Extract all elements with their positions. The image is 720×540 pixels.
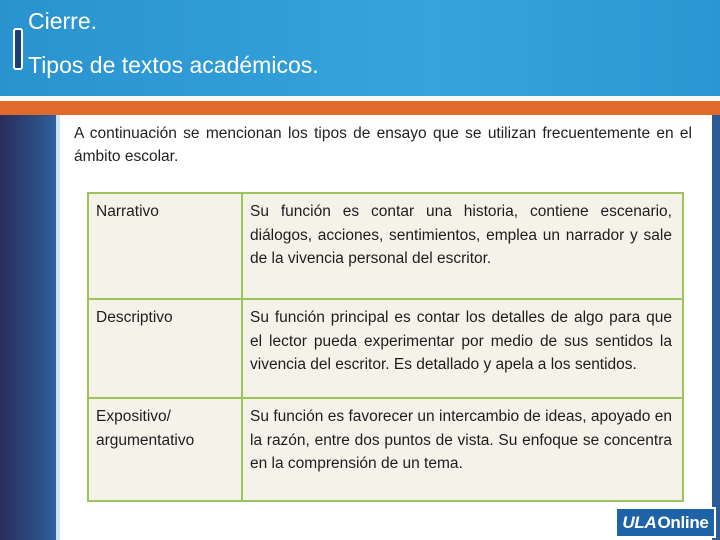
header-background: [0, 0, 720, 96]
essay-type-cell: Narrativo: [88, 193, 242, 299]
slide-title-line-1: Cierre.: [28, 8, 98, 34]
left-side-band-edge: [56, 115, 60, 540]
right-side-band: [712, 115, 720, 540]
essay-description-cell: Su función es contar una historia, contiene escenario, diálogos, acciones, sentimientos, emplea un narrador y sale de la vivencia personal del escritor.: [242, 193, 683, 299]
essay-types-table: [87, 192, 684, 502]
essay-type-cell: Descriptivo: [88, 299, 242, 398]
slide-title-line-2: Tipos de textos académicos.: [28, 52, 319, 78]
table-row: [88, 398, 683, 501]
orange-divider-bar: [0, 101, 720, 115]
essay-type-cell: Expositivo/ argumentativo: [88, 398, 242, 501]
slide-header: [0, 0, 720, 96]
intro-paragraph: A continuación se mencionan los tipos de ensayo que se utilizan frecuentemente en el ámbito escolar.: [74, 125, 692, 165]
essay-description-cell: Su función principal es contar los detalles de algo para que el lector pueda experimentar por medio de sus sentidos la vivencia del escritor. Es detallado y apela a los sentidos.: [242, 299, 683, 398]
left-side-band: [0, 115, 56, 540]
essay-description-cell: Su función es favorecer un intercambio de ideas, apoyado en la razón, entre dos puntos de vista. Su enfoque se concentra en la comprensión de un tema.: [242, 398, 683, 501]
table-row: [88, 193, 683, 299]
logo-suffix-text: Online: [657, 512, 709, 532]
ula-online-logo: [615, 507, 716, 538]
logo-brand-text: ULA: [622, 512, 657, 532]
header-bracket-icon: [13, 28, 23, 70]
table-row: [88, 299, 683, 398]
